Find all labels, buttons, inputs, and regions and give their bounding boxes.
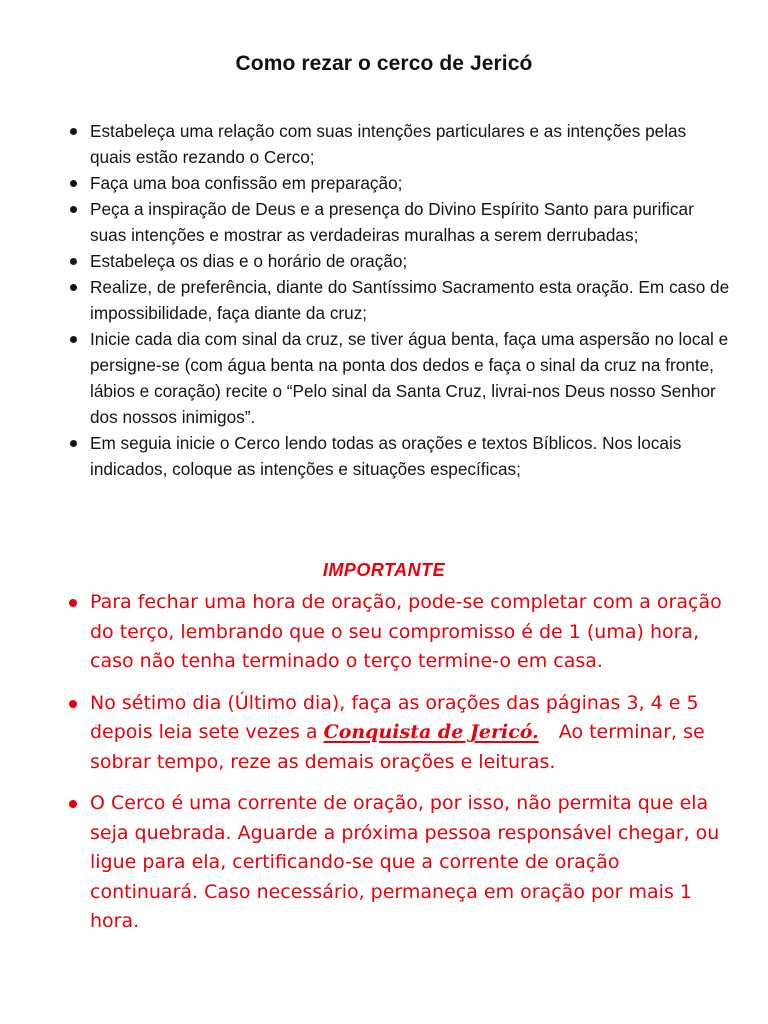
list-item [62, 274, 732, 326]
bullet-icon [70, 206, 77, 213]
bullet-icon [70, 128, 77, 135]
instructions-list [62, 118, 732, 482]
bullet-icon [69, 700, 77, 708]
list-item [62, 430, 732, 482]
page-title: Como rezar o cerco de Jericó [235, 52, 533, 75]
important-note-text: No sétimo dia (Último dia), faça as orações das páginas 3, 4 e 5 depois leia sete vezes a [90, 691, 699, 743]
list-item [62, 248, 732, 274]
list-item [62, 326, 732, 430]
bullet-icon [70, 440, 77, 447]
bullet-icon [70, 180, 77, 187]
important-note-text: Para fechar uma hora de oração, pode-se completar com a oração do terço, lembrando que o seu compromisso é de 1 (uma) hora, caso não tenha terminado o terço termine-o em casa. [90, 591, 722, 672]
list-item [62, 170, 732, 196]
bullet-icon [70, 258, 77, 265]
bullet-icon [70, 336, 77, 343]
bullet-icon [70, 284, 77, 291]
important-note [62, 689, 726, 778]
list-item-text: Realize, de preferência, diante do Santíssimo Sacramento esta oração. Em caso de impossibilidade, faça diante da cruz; [90, 277, 730, 323]
important-notes-list [62, 588, 726, 949]
important-note-text-end: Ao terminar, se sobrar tempo, reze as demais orações e leituras. [90, 721, 705, 773]
list-item-text: Inicie cada dia com sinal da cruz, se tiver água benta, faça uma aspersão no local e persigne-se (com água benta na ponta dos dedos e faça o sinal da cruz na fronte, lábios e coração) recite o “Pelo sinal da Santa Cruz, livrai-nos Deus nosso Senhor dos nossos inimigos”. [90, 329, 729, 427]
bullet-icon [69, 599, 77, 607]
list-item-text: Em seguia inicie o Cerco lendo todas as orações e textos Bíblicos. Nos locais indicados, coloque as intenções e situações específicas; [90, 433, 682, 479]
list-item-text: Faça uma boa confissão em preparação; [90, 173, 403, 193]
important-note-text: O Cerco é uma corrente de oração, por isso, não permita que ela seja quebrada. Aguarde a próxima pessoa responsável chegar, ou ligue para ela, certificando-se que a corrente de oração continuará. Caso necessário, permaneça em oração por mais 1 hora. [90, 792, 720, 932]
important-heading: IMPORTANTE [322, 560, 446, 580]
important-note [62, 588, 726, 677]
list-item-text: Peça a inspiração de Deus e a presença do Divino Espírito Santo para purificar suas intenções e mostrar as verdadeiras muralhas a serem derrubadas; [90, 199, 694, 245]
conquista-emphasis: Conquista de Jericó. [323, 721, 539, 743]
bullet-icon [69, 800, 77, 808]
list-item-text: Estabeleça os dias e o horário de oração; [90, 251, 408, 271]
list-item-text: Estabeleça uma relação com suas intenções particulares e as intenções pelas quais estão rezando o Cerco; [90, 121, 687, 167]
list-item [62, 196, 732, 248]
important-note [62, 789, 726, 937]
list-item [62, 118, 732, 170]
